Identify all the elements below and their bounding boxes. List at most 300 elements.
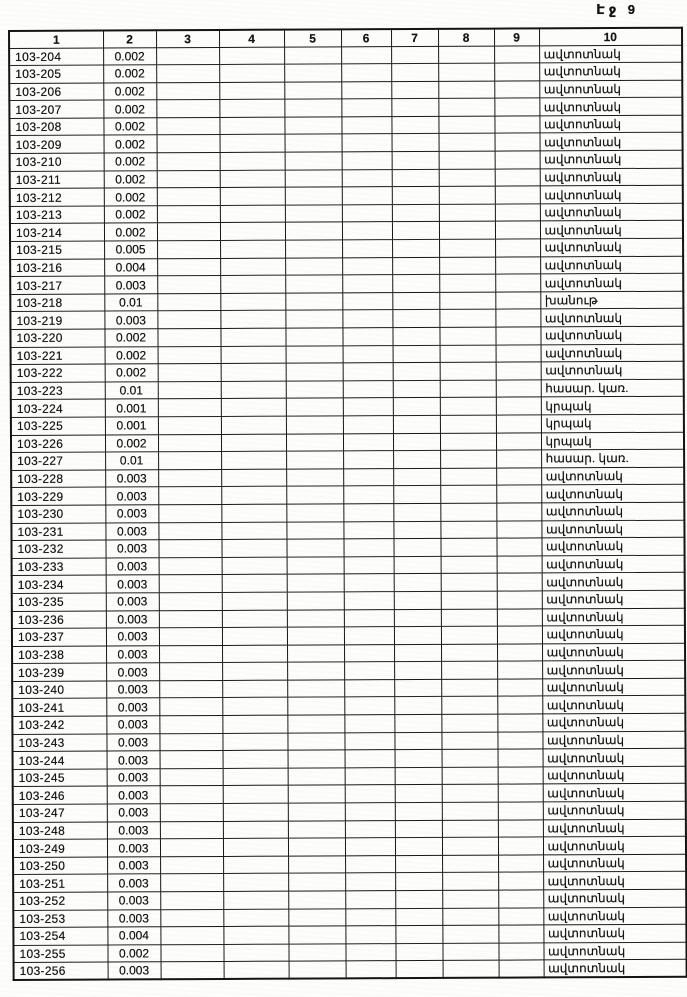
type-cell: ավտոտնակ [542, 731, 685, 749]
value-cell: 0.002 [103, 47, 156, 65]
empty-cell [223, 821, 288, 839]
empty-cell [442, 785, 498, 803]
empty-cell [439, 239, 495, 257]
code-cell: 103-218 [10, 294, 104, 312]
empty-cell [343, 504, 393, 522]
code-cell: 103-241 [12, 698, 106, 716]
code-cell: 103-231 [11, 523, 105, 541]
value-cell: 0.003 [107, 857, 160, 875]
empty-cell [394, 644, 441, 662]
value-cell: 0.003 [106, 733, 159, 751]
empty-cell [395, 785, 442, 803]
value-cell: 0.003 [105, 470, 158, 488]
empty-cell [441, 573, 497, 591]
empty-cell [438, 46, 494, 64]
empty-cell [391, 81, 438, 99]
empty-cell [343, 345, 393, 363]
value-cell: 0.003 [107, 804, 160, 822]
empty-cell [345, 873, 395, 891]
empty-cell [160, 856, 223, 874]
value-cell: 0.003 [106, 645, 159, 663]
page-number-label: Էջ 9 [596, 2, 639, 17]
type-cell: ավտոտնակ [542, 713, 685, 731]
column-header-6: 6 [341, 29, 391, 46]
type-cell: ավտոտնակ [543, 784, 686, 802]
code-cell: 103-252 [13, 892, 107, 910]
empty-cell [497, 696, 542, 714]
empty-cell [494, 45, 539, 63]
code-cell: 103-210 [10, 153, 104, 171]
code-cell: 103-217 [10, 276, 104, 294]
code-cell: 103-240 [12, 681, 106, 699]
value-cell: 0.003 [106, 663, 159, 681]
empty-cell [438, 98, 494, 116]
empty-cell [494, 63, 539, 81]
empty-cell [440, 397, 496, 415]
empty-cell [159, 628, 222, 646]
type-cell: ավտոտնակ [541, 502, 684, 520]
empty-cell [344, 644, 394, 662]
empty-cell [285, 152, 342, 170]
column-header-1: 1 [9, 31, 103, 48]
empty-cell [287, 592, 344, 610]
empty-cell [223, 856, 288, 874]
code-cell: 103-220 [10, 329, 104, 347]
empty-cell [224, 962, 289, 980]
empty-cell [393, 415, 440, 433]
empty-cell [341, 81, 391, 99]
type-cell: հասար. կառ. [541, 449, 684, 467]
type-cell: ավտոտնակ [541, 467, 684, 485]
value-cell: 0.002 [105, 346, 158, 364]
code-cell: 103-254 [13, 927, 107, 945]
empty-cell [342, 222, 392, 240]
empty-cell [497, 626, 542, 644]
empty-cell [223, 786, 288, 804]
empty-cell [496, 362, 541, 380]
code-cell: 103-213 [10, 206, 104, 224]
empty-cell [222, 645, 287, 663]
empty-cell [219, 82, 284, 100]
type-cell: ավտոտնակ [543, 872, 686, 890]
empty-cell [392, 257, 439, 275]
empty-cell [160, 839, 223, 857]
empty-cell [345, 908, 395, 926]
type-cell: ավտոտնակ [542, 590, 685, 608]
code-cell: 103-215 [10, 241, 104, 259]
empty-cell [161, 962, 224, 980]
empty-cell [395, 838, 442, 856]
empty-cell [284, 82, 341, 100]
empty-cell [345, 750, 395, 768]
empty-cell [344, 627, 394, 645]
value-cell: 0.003 [105, 522, 158, 540]
empty-cell [287, 627, 344, 645]
type-cell: ավտոտնակ [539, 97, 682, 115]
column-header-9: 9 [494, 28, 539, 45]
empty-cell [344, 592, 394, 610]
empty-cell [393, 451, 440, 469]
empty-cell [221, 504, 286, 522]
empty-cell [498, 820, 543, 838]
empty-cell [441, 714, 497, 732]
type-cell: ավտոտնակ [540, 221, 683, 239]
empty-cell [392, 275, 439, 293]
type-cell: ավտոտնակ [543, 907, 686, 925]
empty-cell [395, 750, 442, 768]
empty-cell [439, 186, 495, 204]
empty-cell [287, 609, 344, 627]
empty-cell [394, 609, 441, 627]
type-cell: ավտոտնակ [542, 573, 685, 591]
empty-cell [441, 626, 497, 644]
empty-cell [496, 450, 541, 468]
type-cell: խանութ [540, 291, 683, 309]
empty-cell [287, 733, 344, 751]
empty-cell [442, 873, 498, 891]
empty-cell [344, 697, 394, 715]
type-cell: ավտոտնակ [542, 660, 685, 678]
value-cell: 0.003 [107, 874, 160, 892]
code-cell: 103-239 [12, 663, 106, 681]
code-cell: 103-226 [11, 435, 105, 453]
empty-cell [498, 749, 543, 767]
empty-cell [439, 151, 495, 169]
empty-cell [442, 890, 498, 908]
empty-cell [440, 433, 496, 451]
empty-cell [160, 909, 223, 927]
empty-cell [286, 363, 343, 381]
empty-cell [494, 81, 539, 99]
empty-cell [219, 64, 284, 82]
value-cell: 0.003 [106, 575, 159, 593]
empty-cell [441, 679, 497, 697]
value-cell: 0.002 [104, 206, 157, 224]
empty-cell [159, 733, 222, 751]
value-cell: 0.002 [104, 170, 157, 188]
empty-cell [160, 821, 223, 839]
empty-cell [345, 838, 395, 856]
empty-cell [345, 855, 395, 873]
empty-cell [439, 274, 495, 292]
empty-cell [158, 469, 221, 487]
code-cell: 103-208 [9, 118, 103, 136]
type-cell: ավտոտնակ [540, 309, 683, 327]
empty-cell [439, 134, 495, 152]
empty-cell [157, 223, 220, 241]
empty-cell [393, 398, 440, 416]
empty-cell [222, 715, 287, 733]
type-cell: ավտոտնակ [540, 326, 683, 344]
empty-cell [392, 169, 439, 187]
empty-cell [343, 416, 393, 434]
empty-cell [342, 152, 392, 170]
empty-cell [495, 239, 540, 257]
empty-cell [498, 802, 543, 820]
value-cell: 0.004 [107, 927, 160, 945]
empty-cell [342, 187, 392, 205]
empty-cell [219, 47, 284, 65]
empty-cell [343, 398, 393, 416]
value-cell: 0.002 [105, 364, 158, 382]
empty-cell [158, 416, 221, 434]
empty-cell [220, 311, 285, 329]
value-cell: 0.001 [105, 417, 158, 435]
code-cell: 103-234 [12, 575, 106, 593]
empty-cell [288, 750, 345, 768]
empty-cell [342, 134, 392, 152]
empty-cell [440, 503, 496, 521]
empty-cell [395, 820, 442, 838]
type-cell: ավտոտնակ [539, 62, 682, 80]
empty-cell [160, 944, 223, 962]
value-cell: 0.003 [104, 311, 157, 329]
empty-cell [156, 47, 219, 65]
code-cell: 103-236 [12, 611, 106, 629]
type-cell: ավտոտնակ [542, 608, 685, 626]
type-cell: ավտոտնակ [539, 45, 682, 63]
type-cell: ավտոտնակ [543, 801, 686, 819]
empty-cell [159, 610, 222, 628]
empty-cell [288, 820, 345, 838]
value-cell: 0.003 [106, 698, 159, 716]
code-cell: 103-223 [11, 382, 105, 400]
value-cell: 0.003 [106, 681, 159, 699]
empty-cell [158, 381, 221, 399]
type-cell: ավտոտնակ [540, 150, 683, 168]
value-cell: 0.002 [103, 118, 156, 136]
empty-cell [391, 99, 438, 117]
empty-cell [344, 609, 394, 627]
empty-cell [287, 574, 344, 592]
empty-cell [499, 960, 544, 978]
empty-cell [343, 380, 393, 398]
code-cell: 103-233 [12, 558, 106, 576]
empty-cell [342, 310, 392, 328]
empty-cell [287, 557, 344, 575]
type-cell: ավտոտնակ [543, 766, 686, 784]
empty-cell [495, 274, 540, 292]
type-cell: ավտոտնակ [539, 80, 682, 98]
empty-cell [223, 926, 288, 944]
empty-cell [442, 943, 498, 961]
code-cell: 103-224 [11, 399, 105, 417]
empty-cell [497, 556, 542, 574]
type-cell: ավտոտնակ [540, 256, 683, 274]
empty-cell [438, 63, 494, 81]
empty-cell [346, 961, 396, 979]
empty-cell [286, 433, 343, 451]
empty-cell [497, 608, 542, 626]
empty-cell [342, 275, 392, 293]
empty-cell [343, 433, 393, 451]
type-cell: ավտոտնակ [540, 273, 683, 291]
empty-cell [345, 891, 395, 909]
empty-cell [158, 504, 221, 522]
empty-cell [156, 82, 219, 100]
table-body [9, 45, 687, 981]
empty-cell [221, 381, 286, 399]
empty-cell [497, 661, 542, 679]
empty-cell [160, 751, 223, 769]
code-cell: 103-232 [11, 540, 105, 558]
empty-cell [497, 573, 542, 591]
empty-cell [498, 907, 543, 925]
empty-cell [391, 116, 438, 134]
empty-cell [438, 81, 494, 99]
type-cell: ավտոտնակ [542, 696, 685, 714]
value-cell: 0.01 [104, 294, 157, 312]
empty-cell [288, 891, 345, 909]
empty-cell [159, 698, 222, 716]
empty-cell [160, 768, 223, 786]
empty-cell [221, 363, 286, 381]
type-cell: ավտոտնակ [540, 168, 683, 186]
empty-cell [219, 117, 284, 135]
empty-cell [497, 644, 542, 662]
empty-cell [394, 591, 441, 609]
empty-cell [394, 714, 441, 732]
type-cell: ավտոտնակ [540, 203, 683, 221]
empty-cell [439, 292, 495, 310]
empty-cell [395, 767, 442, 785]
type-cell: ավտոտնակ [540, 185, 683, 203]
empty-cell [284, 99, 341, 117]
empty-cell [286, 381, 343, 399]
code-cell: 103-205 [9, 65, 103, 83]
empty-cell [441, 609, 497, 627]
empty-cell [343, 486, 393, 504]
empty-cell [220, 135, 285, 153]
empty-cell [495, 204, 540, 222]
empty-cell [156, 117, 219, 135]
empty-cell [219, 99, 284, 117]
empty-cell [345, 767, 395, 785]
empty-cell [344, 662, 394, 680]
empty-cell [438, 116, 494, 134]
empty-cell [393, 345, 440, 363]
empty-cell [342, 204, 392, 222]
empty-cell [159, 575, 222, 593]
value-cell: 0.002 [104, 188, 157, 206]
empty-cell [343, 451, 393, 469]
empty-cell [157, 205, 220, 223]
empty-cell [284, 117, 341, 135]
empty-cell [157, 276, 220, 294]
empty-cell [441, 697, 497, 715]
empty-cell [285, 257, 342, 275]
empty-cell [496, 520, 541, 538]
type-cell: ավտոտնակ [541, 537, 684, 555]
empty-cell [393, 486, 440, 504]
code-cell: 103-216 [10, 259, 104, 277]
empty-cell [441, 661, 497, 679]
value-cell: 0.002 [104, 153, 157, 171]
empty-cell [157, 153, 220, 171]
empty-cell [220, 187, 285, 205]
value-cell: 0.003 [107, 769, 160, 787]
value-cell: 0.002 [107, 945, 160, 963]
value-cell: 0.003 [106, 628, 159, 646]
type-cell: ավտոտնակ [540, 133, 683, 151]
empty-cell [439, 169, 495, 187]
empty-cell [160, 786, 223, 804]
column-header-7: 7 [391, 29, 438, 46]
empty-cell [496, 380, 541, 398]
code-cell: 103-243 [12, 734, 106, 752]
empty-cell [285, 170, 342, 188]
code-cell: 103-225 [11, 417, 105, 435]
empty-cell [395, 855, 442, 873]
empty-cell [440, 468, 496, 486]
empty-cell [158, 522, 221, 540]
empty-cell [392, 292, 439, 310]
empty-cell [395, 908, 442, 926]
empty-cell [394, 662, 441, 680]
empty-cell [394, 732, 441, 750]
type-cell: ավտոտնակ [540, 238, 683, 256]
empty-cell [498, 784, 543, 802]
empty-cell [287, 715, 344, 733]
empty-cell [222, 680, 287, 698]
column-header-8: 8 [438, 29, 494, 46]
empty-cell [343, 468, 393, 486]
empty-cell [394, 556, 441, 574]
code-cell: 103-253 [13, 910, 107, 928]
empty-cell [221, 399, 286, 417]
empty-cell [222, 557, 287, 575]
empty-cell [393, 363, 440, 381]
empty-cell [286, 398, 343, 416]
empty-cell [391, 63, 438, 81]
value-cell: 0.002 [103, 65, 156, 83]
empty-cell [439, 310, 495, 328]
empty-cell [342, 257, 392, 275]
code-cell: 103-221 [11, 347, 105, 365]
empty-cell [442, 802, 498, 820]
empty-cell [495, 151, 540, 169]
empty-cell [495, 292, 540, 310]
empty-cell [392, 204, 439, 222]
code-cell: 103-207 [9, 100, 103, 118]
empty-cell [395, 890, 442, 908]
empty-cell [496, 485, 541, 503]
empty-cell [157, 258, 220, 276]
empty-cell [285, 293, 342, 311]
empty-cell [341, 117, 391, 135]
empty-cell [284, 46, 341, 64]
code-cell: 103-235 [12, 593, 106, 611]
type-cell: ավտոտնակ [541, 361, 684, 379]
type-cell: ավտոտնակ [543, 836, 686, 854]
empty-cell [341, 64, 391, 82]
empty-cell [440, 485, 496, 503]
empty-cell [223, 750, 288, 768]
empty-cell [343, 521, 393, 539]
empty-cell [285, 328, 342, 346]
empty-cell [159, 557, 222, 575]
empty-cell [285, 240, 342, 258]
column-header-2: 2 [103, 30, 156, 47]
empty-cell [341, 99, 391, 117]
empty-cell [345, 943, 395, 961]
empty-cell [221, 522, 286, 540]
type-cell: ավտոտնակ [542, 555, 685, 573]
empty-cell [394, 626, 441, 644]
empty-cell [220, 258, 285, 276]
table-row [14, 960, 687, 981]
code-cell: 103-250 [13, 857, 107, 875]
